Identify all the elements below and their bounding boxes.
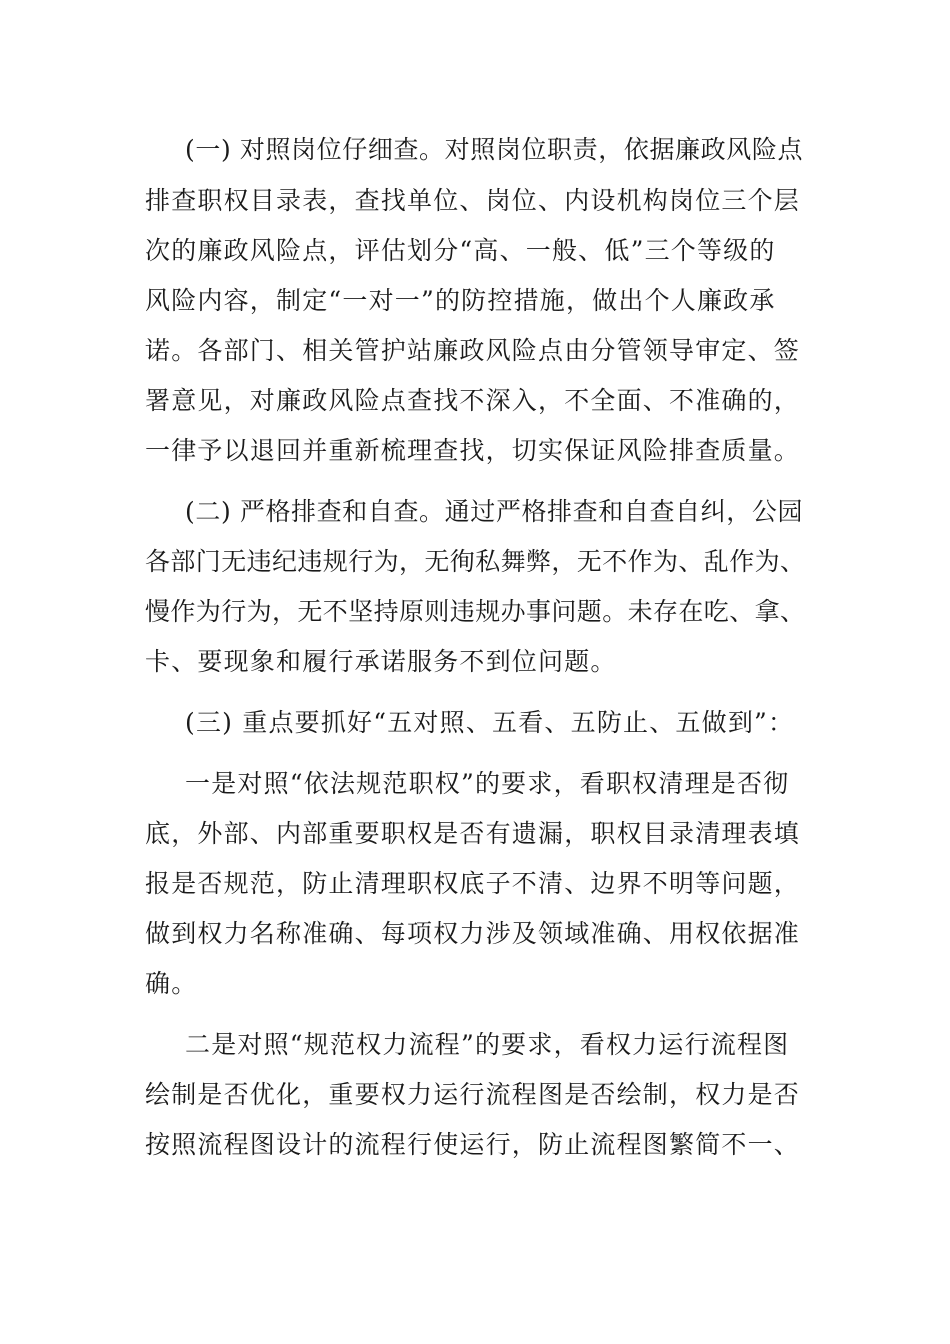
paragraph-1-line-5: 诺。各部门、相关管护站廉政风险点由分管领导审定、签 [145, 336, 801, 365]
paragraph-1-line-7: 一律予以退回并重新梳理查找，切实保证风险排查质量。 [145, 436, 801, 465]
paragraph-4-line-4: 做到权力名称准确、每项权力涉及领域准确、用权依据准 [145, 919, 801, 948]
paragraph-4-line-1: 一是对照“依法规范职权”的要求，看职权清理是否彻 [185, 769, 790, 798]
paragraph-5-line-2: 绘制是否优化，重要权力运行流程图是否绘制，权力是否 [145, 1080, 801, 1109]
paragraph-4-line-3: 报是否规范，防止清理职权底子不清、边界不明等问题， [145, 869, 801, 898]
paragraph-4-line-5: 确。 [145, 969, 198, 998]
paragraph-2-line-2: 各部门无违纪违规行为，无徇私舞弊，无不作为、乱作为、 [145, 547, 806, 576]
paragraph-1-line-2: 排查职权目录表，查找单位、岗位、内设机构岗位三个层 [145, 186, 801, 215]
paragraph-5-line-1: 二是对照“规范权力流程”的要求，看权力运行流程图 [185, 1030, 790, 1059]
paragraph-1-line-1: (一) 对照岗位仔细查。对照岗位职责，依据廉政风险点 [185, 135, 804, 164]
paragraph-1-line-6: 署意见，对廉政风险点查找不深入，不全面、不准确的， [145, 386, 801, 415]
paragraph-3-heading: (三) 重点要抓好“五对照、五看、五防止、五做到”： [185, 708, 795, 737]
paragraph-2-line-3: 慢作为行为，无不坚持原则违规办事问题。未存在吃、拿、 [145, 597, 806, 626]
paragraph-1-line-3: 次的廉政风险点，评估划分“高、一般、低”三个等级的 [145, 236, 776, 265]
paragraph-2-line-4: 卡、要现象和履行承诺服务不到位问题。 [145, 647, 617, 676]
paragraph-5-line-3: 按照流程图设计的流程行使运行，防止流程图繁简不一、 [145, 1130, 801, 1159]
paragraph-4-line-2: 底，外部、内部重要职权是否有遗漏，职权目录清理表填 [145, 819, 801, 848]
paragraph-1-line-4: 风险内容，制定“一对一”的防控措施，做出个人廉政承 [145, 286, 776, 315]
paragraph-2-line-1: (二) 严格排查和自查。通过严格排查和自查自纠，公园 [185, 497, 804, 526]
